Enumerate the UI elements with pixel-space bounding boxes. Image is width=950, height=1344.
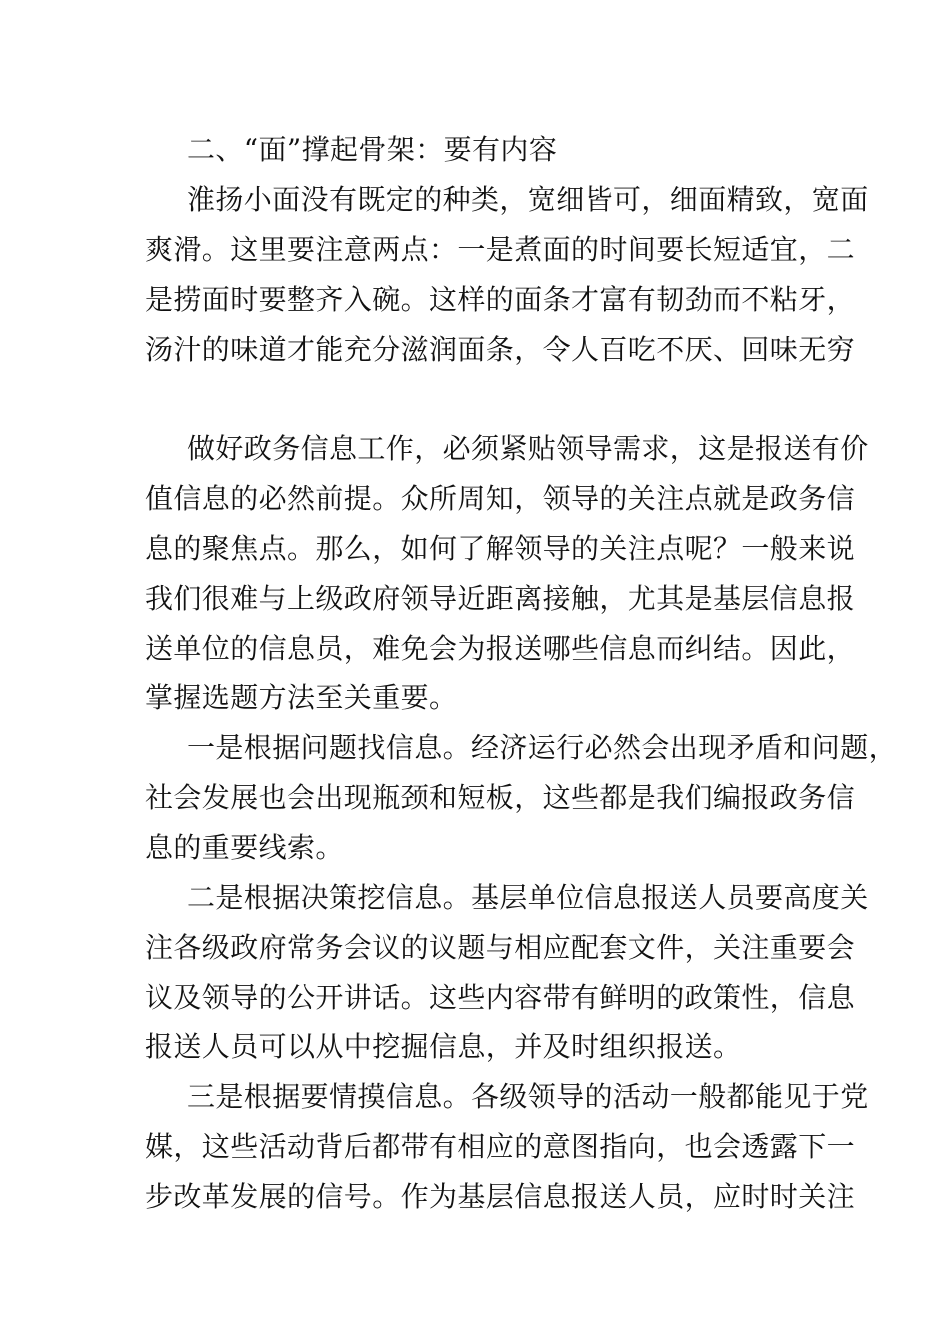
- paragraph-line: 爽滑。这里要注意两点：一是煮面的时间要长短适宜，二: [145, 233, 856, 266]
- paragraph-line: 步改革发展的信号。作为基层信息报送人员，应时时关注: [145, 1180, 856, 1213]
- paragraph-line: 值信息的必然前提。众所周知，领导的关注点就是政务信: [145, 482, 856, 515]
- paragraph-line: 是捞面时要整齐入碗。这样的面条才富有韧劲而不粘牙，: [145, 283, 856, 316]
- paragraph-line: 二是根据决策挖信息。基层单位信息报送人员要高度关: [187, 881, 869, 914]
- paragraph-line: 息的重要线索。: [145, 831, 344, 864]
- paragraph-line: 我们很难与上级政府领导近距离接触，尤其是基层信息报: [145, 582, 856, 615]
- paragraph-line: 做好政务信息工作，必须紧贴领导需求，这是报送有价: [187, 432, 869, 465]
- paragraph-line: 息的聚焦点。那么，如何了解领导的关注点呢？一般来说: [145, 532, 856, 565]
- paragraph-line: 媒，这些活动背后都带有相应的意图指向，也会透露下一: [145, 1130, 856, 1163]
- paragraph-line: 汤汁的味道才能充分滋润面条，令人百吃不厌、回味无穷: [145, 333, 856, 366]
- paragraph-line: 掌握选题方法至关重要。: [145, 681, 458, 714]
- paragraph-line: 报送人员可以从中挖掘信息，并及时组织报送。: [145, 1030, 742, 1063]
- paragraph-line: 一是根据问题找信息。经济运行必然会出现矛盾和问题，: [187, 731, 898, 764]
- paragraph-line: 淮扬小面没有既定的种类，宽细皆可，细面精致，宽面: [187, 183, 869, 216]
- section-heading: 二、“面”撑起骨架：要有内容: [187, 133, 558, 166]
- paragraph-line: 议及领导的公开讲话。这些内容带有鲜明的政策性，信息: [145, 981, 856, 1014]
- paragraph-line: 三是根据要情摸信息。各级领导的活动一般都能见于党: [187, 1080, 869, 1113]
- paragraph-line: 送单位的信息员，难免会为报送哪些信息而纠结。因此，: [145, 632, 856, 665]
- paragraph-line: 社会发展也会出现瓶颈和短板，这些都是我们编报政务信: [145, 781, 856, 814]
- paragraph-line: 注各级政府常务会议的议题与相应配套文件，关注重要会: [145, 931, 856, 964]
